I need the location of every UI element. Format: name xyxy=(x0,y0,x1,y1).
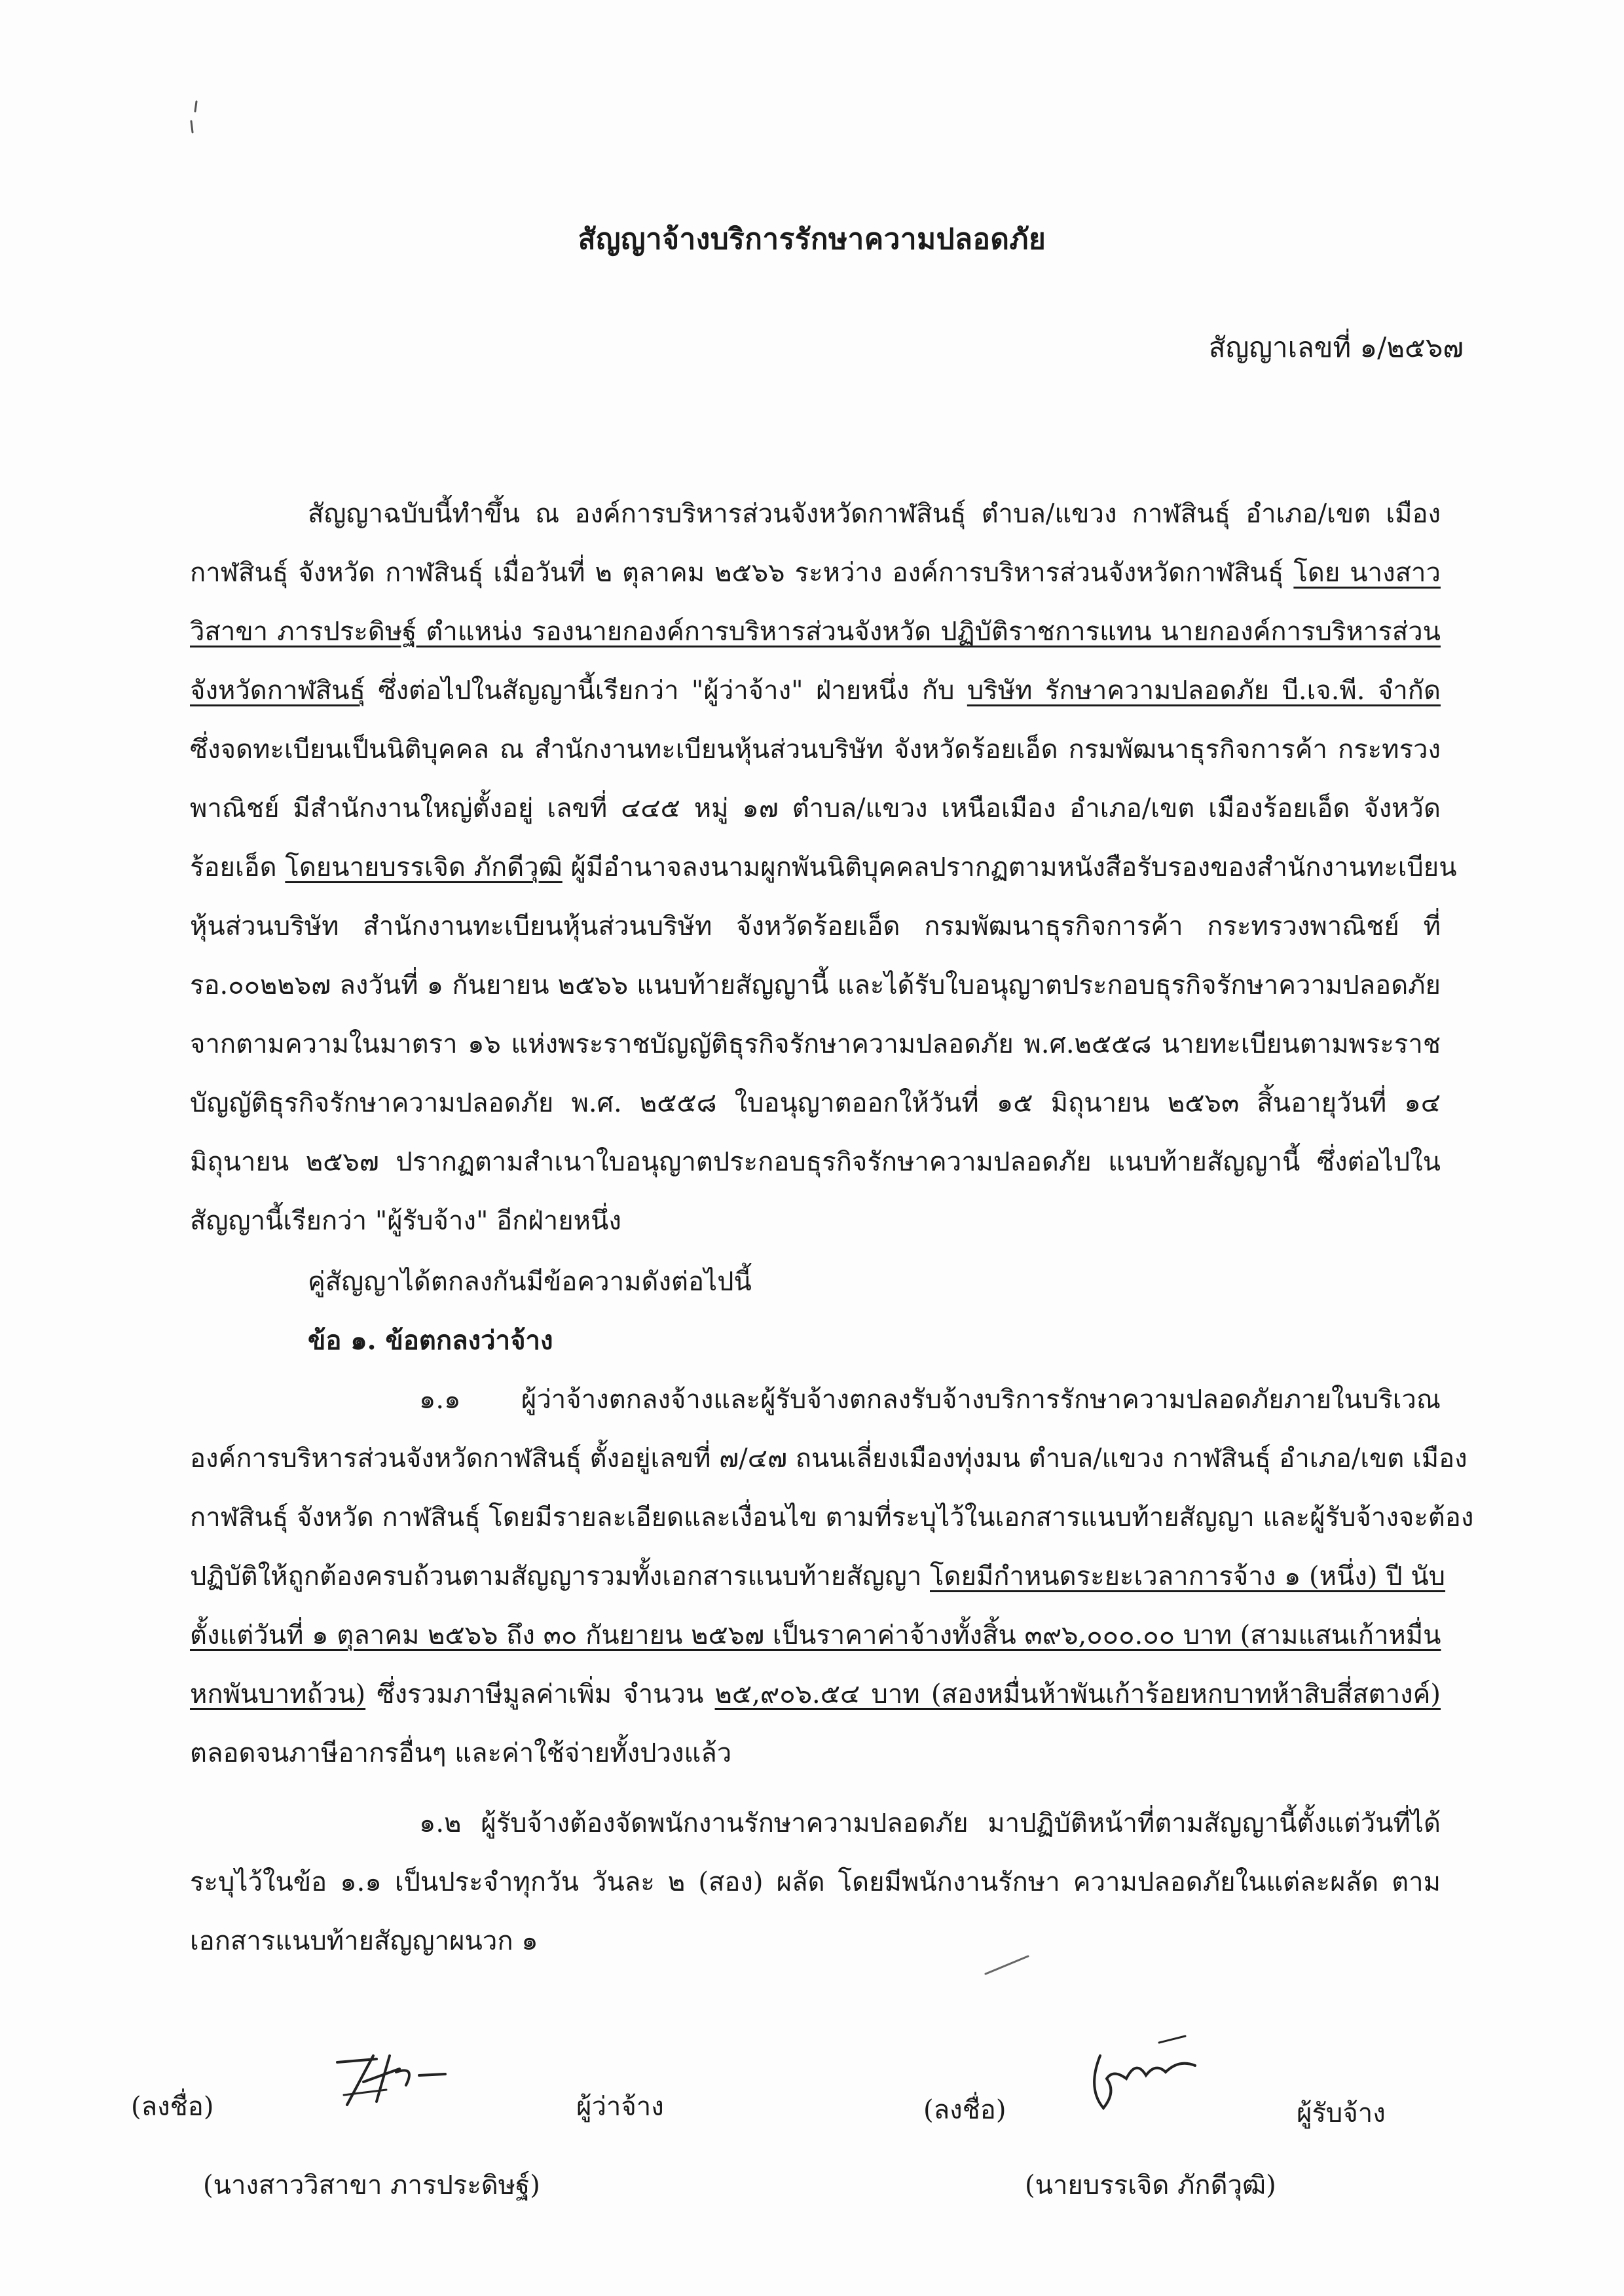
clause-1-heading: ข้อ ๑. ข้อตกลงว่าจ้าง xyxy=(308,1325,553,1356)
p1-line-5: ซึ่งจดทะเบียนเป็นนิติบุคคล ณ สำนักงานทะเบียนหุ้นส่วนบริษัท จังหวัดร้อยเอ็ด กรมพัฒนาธุรกิจการค้า กระทรวง xyxy=(190,735,1441,765)
p1-line-7: ร้อยเอ็ด โดยนายบรรเจิด ภักดีวุฒิ ผู้มีอำนาจลงนามผูกพันนิติบุคคลปรากฏตามหนังสือรับรองของสำนักงานทะเบียน xyxy=(190,852,1457,883)
scan-mark xyxy=(183,98,210,137)
contractor-role: ผู้รับจ้าง xyxy=(1297,2098,1386,2128)
p1-line-4: จังหวัดกาฬสินธุ์ ซึ่งต่อไปในสัญญานี้เรียกว่า "ผู้ว่าจ้าง" ฝ่ายหนึ่ง กับ บริษัท รักษาความปลอดภัย บี.เจ.พี. จำกัด xyxy=(190,676,1441,706)
p1-line-13: สัญญานี้เรียกว่า "ผู้รับจ้าง" อีกฝ่ายหนึ่ง xyxy=(190,1206,621,1236)
c12-line-2: ระบุไว้ในข้อ ๑.๑ เป็นประจำทุกวัน วันละ ๒ (สอง) ผลัด โดยมีพนักงานรักษา ความปลอดภัยในแต่ละผลัด ตาม xyxy=(190,1867,1441,1897)
document-title: สัญญาจ้างบริการรักษาความปลอดภัย xyxy=(578,223,1046,256)
c12-line-1: ๑.๒ ผู้รับจ้างต้องจัดพนักงานรักษาความปลอดภัย มาปฏิบัติหน้าที่ตามสัญญานี้ตั้งแต่วันที่ได้ xyxy=(419,1808,1441,1838)
agreement-intro: คู่สัญญาได้ตกลงกันมีข้อความดังต่อไปนี้ xyxy=(308,1267,752,1297)
p1-line-6: พาณิชย์ มีสำนักงานใหญ่ตั้งอยู่ เลขที่ ๔๔๕ หมู่ ๑๗ ตำบล/แขวง เหนือเมือง อำเภอ/เขต เมืองร้อยเอ็ด จังหวัด xyxy=(190,793,1441,824)
p1-line-3: วิสาขา ภารประดิษฐ์ ตำแหน่ง รองนายกองค์การบริหารส่วนจังหวัด ปฏิบัติราชการแทน นายกองค์การบริหารส่วน xyxy=(190,617,1441,647)
scan-mark-2 xyxy=(982,1951,1035,1977)
c11-line-1: ๑.๑ ผู้ว่าจ้างตกลงจ้างและผู้รับจ้างตกลงรับจ้างบริการรักษาความปลอดภัยภายในบริเวณ xyxy=(419,1385,1441,1415)
c11-line-5: ตั้งแต่วันที่ ๑ ตุลาคม ๒๕๖๖ ถึง ๓๐ กันยายน ๒๕๖๗ เป็นราคาค่าจ้างทั้งสิ้น ๓๙๖,๐๐๐.๐๐ บาท (สามแสนเก้าหมื่น xyxy=(190,1620,1441,1650)
contractor-signature xyxy=(1074,2030,1205,2121)
p1-line-12: มิถุนายน ๒๕๖๗ ปรากฏตามสำเนาใบอนุญาตประกอบธุรกิจรักษาความปลอดภัย แนบท้ายสัญญานี้ ซึ่งต่อไปใน xyxy=(190,1147,1441,1177)
c11-line-2: องค์การบริหารส่วนจังหวัดกาฬสินธุ์ ตั้งอยู่เลขที่ ๗/๔๗ ถนนเลี่ยงเมืองทุ่งมน ตำบล/แขวง กาฬสินธุ์ อำเภอ/เขต เมือง xyxy=(190,1444,1467,1474)
p1-line-8: หุ้นส่วนบริษัท สำนักงานทะเบียนหุ้นส่วนบริษัท จังหวัดร้อยเอ็ด กรมพัฒนาธุรกิจการค้า กระทรวงพาณิชย์ ที่ xyxy=(190,911,1441,941)
contract-number: สัญญาเลขที่ ๑/๒๕๖๗ xyxy=(1208,331,1464,363)
c11-line-7: ตลอดจนภาษีอากรอื่นๆ และค่าใช้จ่ายทั้งปวงแล้ว xyxy=(190,1738,732,1768)
p1-line-11: บัญญัติธุรกิจรักษาความปลอดภัย พ.ศ. ๒๕๕๘ ใบอนุญาตออกให้วันที่ ๑๕ มิถุนายน ๒๕๖๓ สิ้นอายุวันที่ ๑๔ xyxy=(190,1088,1441,1118)
c12-line-3: เอกสารแนบท้ายสัญญาผนวก ๑ xyxy=(190,1926,538,1956)
employer-sign-label: (ลงชื่อ) xyxy=(131,2092,214,2122)
p1-line-10: จากตามความในมาตรา ๑๖ แห่งพระราชบัญญัติธุรกิจรักษาความปลอดภัย พ.ศ.๒๕๕๘ นายทะเบียนตามพระราช xyxy=(190,1029,1441,1059)
c11-line-6: หกพันบาทถ้วน) ซึ่งรวมภาษีมูลค่าเพิ่ม จำนวน ๒๕,๙๐๖.๕๔ บาท (สองหมื่นห้าพันเก้าร้อยหกบาทห้าสิบสี่สตางค์) xyxy=(190,1679,1441,1709)
p1-line-2: กาฬสินธุ์ จังหวัด กาฬสินธุ์ เมื่อวันที่ ๒ ตุลาคม ๒๕๖๖ ระหว่าง องค์การบริหารส่วนจังหวัดกาฬสินธุ์ โดย นางสาว xyxy=(190,558,1441,588)
contractor-sign-label: (ลงชื่อ) xyxy=(923,2095,1006,2125)
employer-role: ผู้ว่าจ้าง xyxy=(576,2092,664,2122)
contractor-name: (นายบรรเจิด ภักดีวุฒิ) xyxy=(1025,2170,1276,2200)
c11-line-3: กาฬสินธุ์ จังหวัด กาฬสินธุ์ โดยมีรายละเอียดและเงื่อนไข ตามที่ระบุไว้ในเอกสารแนบท้ายสัญญา และผู้รับจ้างจะต้อง xyxy=(190,1503,1474,1533)
employer-signature xyxy=(327,2043,452,2115)
p1-line-1: สัญญาฉบับนี้ทำขึ้น ณ องค์การบริหารส่วนจังหวัดกาฬสินธุ์ ตำบล/แขวง กาฬสินธุ์ อำเภอ/เขต เมือง xyxy=(308,499,1441,529)
p1-line-9: รอ.๐๐๒๒๖๗ ลงวันที่ ๑ กันยายน ๒๕๖๖ แนบท้ายสัญญานี้ และได้รับใบอนุญาตประกอบธุรกิจรักษาความปลอดภัย xyxy=(190,970,1441,1000)
employer-name: (นางสาววิสาขา ภารประดิษฐ์) xyxy=(203,2170,540,2200)
c11-line-4: ปฏิบัติให้ถูกต้องครบถ้วนตามสัญญารวมทั้งเอกสารแนบท้ายสัญญา โดยมีกำหนดระยะเวลาการจ้าง ๑ (หนึ่ง) ปี นับ xyxy=(190,1561,1446,1592)
